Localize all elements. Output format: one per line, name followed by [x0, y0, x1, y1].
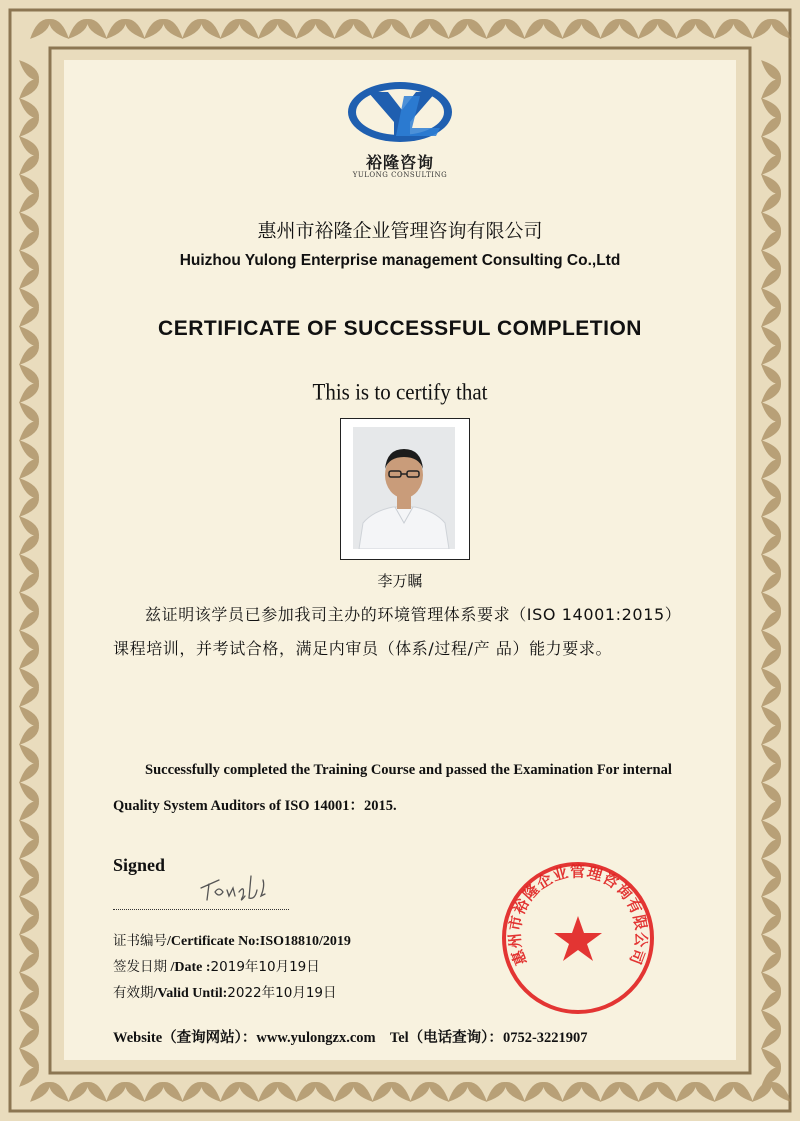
cert-no-label-en: /Certificate No:	[167, 934, 260, 949]
issue-date	[113, 955, 320, 976]
cert-no-label-cn: 证书编号	[113, 933, 167, 949]
certificate-title: CERTIFICATE OF SUCCESSFUL COMPLETION	[158, 317, 642, 340]
logo-name-en: YULONG CONSULTING	[352, 171, 448, 179]
contact-footer	[113, 1026, 713, 1047]
photo-frame	[340, 418, 470, 560]
date-value: 2019年10月19日	[210, 959, 320, 975]
certificate-body-cn: 兹证明该学员已参加我司主办的环境管理体系要求（ISO 14001:2015）课程培训，并考试合格，满足内审员（体系/过程/产 品）能力要求。	[113, 605, 682, 658]
person-photo	[353, 427, 455, 549]
company-name-en: Huizhou Yulong Enterprise management Consulting Co.,Ltd	[179, 252, 621, 269]
signature-image	[195, 866, 285, 906]
tel-number: 0752-3221907	[502, 1030, 588, 1046]
company-seal-stamp	[500, 860, 656, 1016]
signed-label: Signed	[113, 855, 166, 875]
website-link[interactable]: www.yulongzx.com	[256, 1030, 376, 1046]
valid-until	[113, 981, 337, 1002]
date-label-cn: 签发日期	[113, 959, 167, 975]
company-name-cn: 惠州市裕隆企业管理咨询有限公司	[257, 220, 543, 242]
date-label-en: /Date :	[167, 960, 211, 975]
tel-label: Tel（电话查询）：	[389, 1030, 503, 1046]
svg-text:惠州市裕隆企业管理咨询有限公司: 惠州市裕隆企业管理咨询有限公司	[505, 862, 651, 968]
certificate-number	[113, 929, 351, 950]
valid-label-cn: 有效期	[113, 985, 154, 1001]
cert-no-value: ISO18810/2019	[259, 934, 351, 949]
certificate-body-en: Successfully completed the Training Course and passed the Examination For internal Quality System Auditors of ISO 14001：2015.	[113, 762, 672, 814]
certify-line: This is to certify that	[312, 379, 488, 405]
website-label: Website（查询网站）：	[113, 1030, 257, 1046]
logo-name-cn: 裕隆咨询	[365, 153, 434, 172]
person-name: 李万瞩	[377, 572, 423, 590]
signature-line	[113, 909, 289, 910]
valid-value: 2022年10月19日	[227, 985, 337, 1001]
valid-label-en: /Valid Until:	[153, 986, 228, 1001]
